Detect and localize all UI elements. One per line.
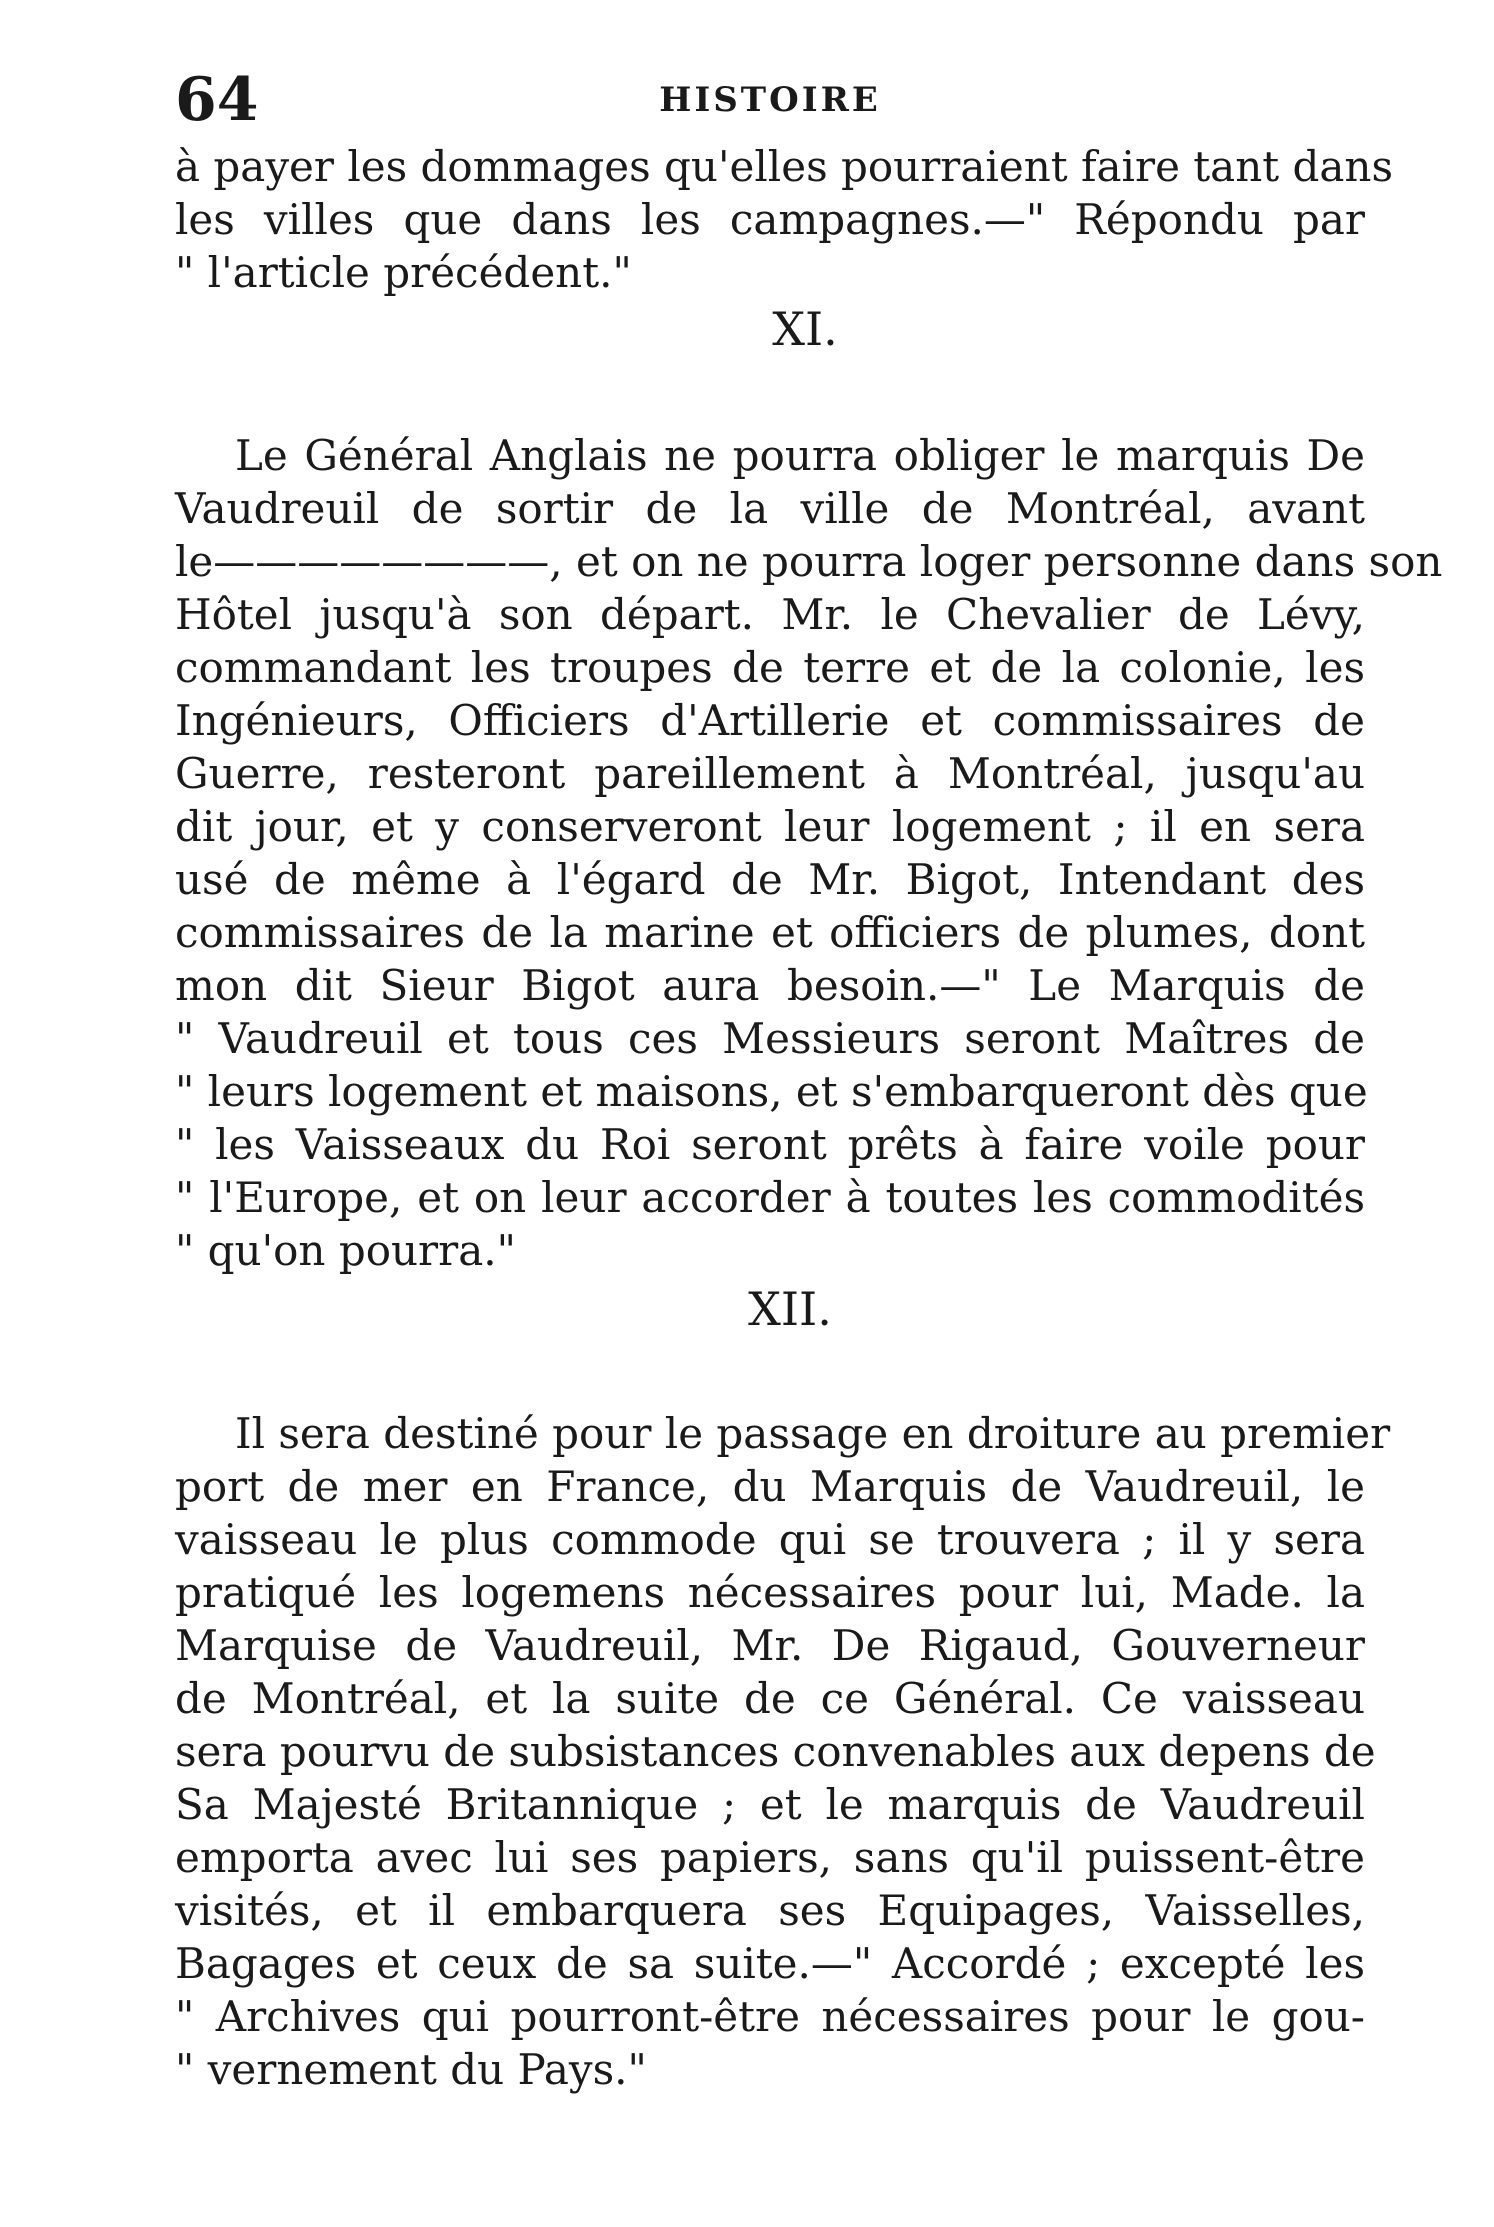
article-heading-xi: XI. — [772, 302, 838, 356]
text-line: dit jour, et y conserveront leur logement ; il en sera — [175, 802, 1365, 851]
continuation-paragraph — [175, 140, 1393, 299]
text-line: usé de même à l'égard de Mr. Bigot, Intendant des — [175, 855, 1365, 904]
article-xi-paragraph — [175, 429, 1443, 1277]
text-line: le————————, et on ne pourra loger personne dans son — [175, 537, 1443, 586]
running-head — [175, 60, 1365, 140]
text-line: emporta avec lui ses papiers, sans qu'il puissent-être — [175, 1833, 1365, 1882]
text-line: sera pourvu de subsistances convenables aux depens de — [175, 1727, 1376, 1776]
text-line: commandant les troupes de terre et de la colonie, les — [175, 643, 1365, 692]
text-line: visités, et il embarquera ses Equipages, Vaisselles, — [175, 1886, 1365, 1935]
text-line: " l'Europe, et on leur accorder à toutes les commodités — [175, 1173, 1365, 1222]
text-line: commissaires de la marine et officiers de plumes, dont — [175, 908, 1365, 957]
text-line: Vaudreuil de sortir de la ville de Montréal, avant — [175, 484, 1365, 533]
text-line: " les Vaisseaux du Roi seront prêts à faire voile pour — [175, 1120, 1365, 1169]
text-line: à payer les dommages qu'elles pourraient faire tant dans — [175, 142, 1393, 191]
text-line: port de mer en France, du Marquis de Vaudreuil, le — [175, 1462, 1365, 1511]
text-line: Bagages et ceux de sa suite.—" Accordé ; excepté les — [175, 1939, 1365, 1988]
running-title: HISTOIRE — [659, 80, 881, 120]
text-line: Sa Majesté Britannique ; et le marquis de Vaudreuil — [175, 1780, 1365, 1829]
text-line: de Montréal, et la suite de ce Général. Ce vaisseau — [175, 1674, 1365, 1723]
text-line: " Vaudreuil et tous ces Messieurs seront Maîtres de — [175, 1014, 1365, 1063]
text-line: pratiqué les logemens nécessaires pour lui, Made. la — [175, 1568, 1365, 1617]
book-page — [175, 60, 1443, 2096]
text-line: " qu'on pourra." — [175, 1226, 516, 1275]
text-line: les villes que dans les campagnes.—" Répondu par — [175, 195, 1365, 244]
text-line: Guerre, resteront pareillement à Montréal, jusqu'au — [175, 749, 1365, 798]
page-number: 64 — [175, 65, 259, 135]
text-line: Marquise de Vaudreuil, Mr. De Rigaud, Gouverneur — [175, 1621, 1365, 1670]
article-heading-xii: XII. — [748, 1282, 832, 1336]
text-line: mon dit Sieur Bigot aura besoin.—" Le Marquis de — [175, 961, 1365, 1010]
text-line: Le Général Anglais ne pourra obliger le marquis De — [235, 431, 1365, 480]
article-xii-paragraph — [175, 1407, 1391, 2096]
text-line: " l'article précédent." — [175, 248, 632, 297]
text-line: vaisseau le plus commode qui se trouvera ; il y sera — [175, 1515, 1365, 1564]
text-line: Ingénieurs, Officiers d'Artillerie et commissaires de — [175, 696, 1365, 745]
text-line: Il sera destiné pour le passage en droiture au premier — [235, 1409, 1391, 1458]
text-line: " leurs logement et maisons, et s'embarqueront dès que — [175, 1067, 1368, 1116]
text-line: Hôtel jusqu'à son départ. Mr. le Chevalier de Lévy, — [175, 590, 1365, 639]
text-line: " vernement du Pays." — [175, 2045, 647, 2094]
text-line: " Archives qui pourront-être nécessaires pour le gou- — [175, 1992, 1365, 2041]
